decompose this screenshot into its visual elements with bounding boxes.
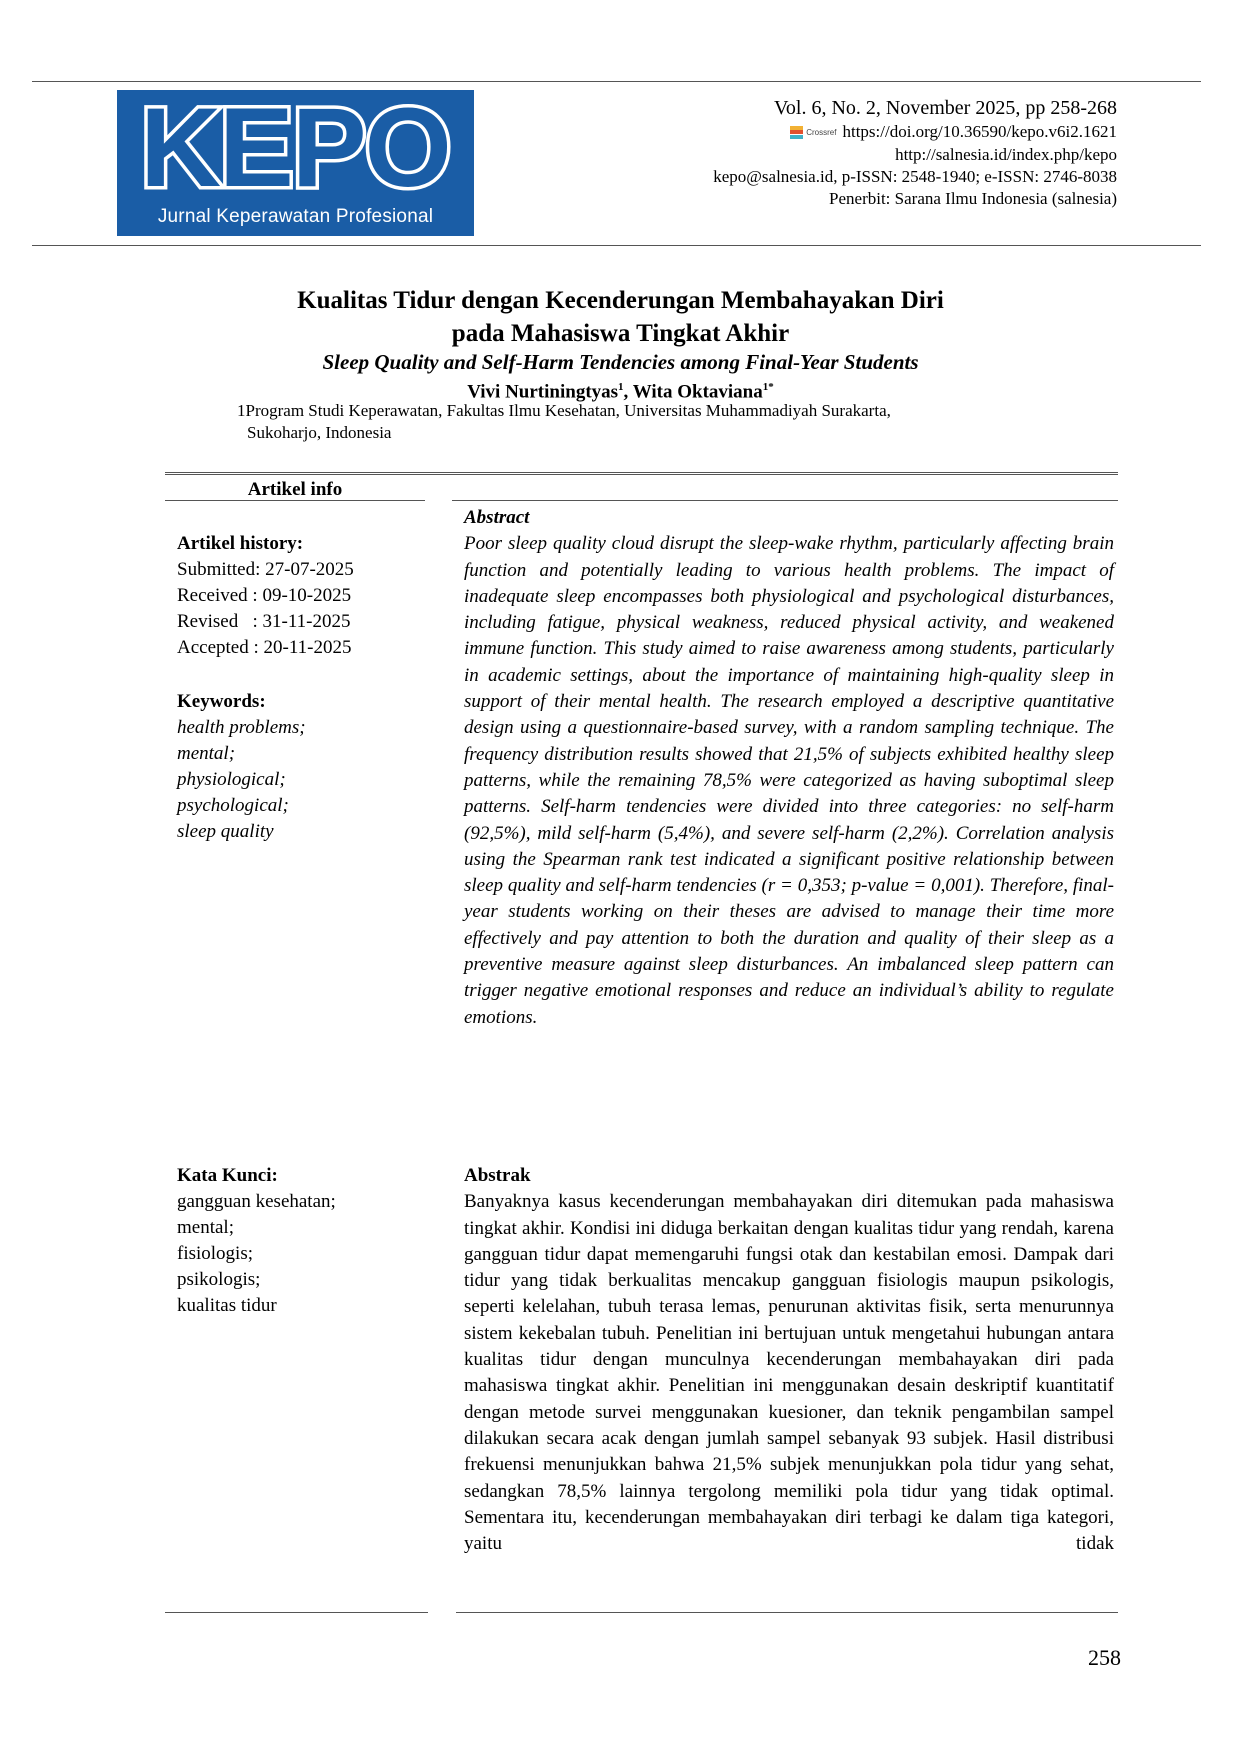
abstract-en-body: Poor sleep quality cloud disrupt the sleep-wake rhythm, particularly affecting brain function and potentially leading to various health problems. The impact of inadequate sleep encompasses both physiological and psychological disturbances, including fatigue, physical weakness, reduced physical activity, and weakened immune function. This study aimed to raise awareness among students, particularly in academic settings, about the importance of maintaining high-quality sleep in support of their mental health. The research employed a descriptive quantitative design using a questionnaire-based survey, with a random sampling technique. The frequency distribution results showed that 21,5% of subjects exhibited healthy sleep patterns, while the remaining 78,5% were categorized as having suboptimal sleep patterns. Self-harm tendencies were divided into three categories: no self-harm (92,5%), mild self-harm (5,4%), and severe self-harm (2,2%). Correlation analysis using the Spearman rank test indicated a significant positive relationship between sleep quality and self-harm tendencies (r = 0,353; p-value = 0,001). Therefore, final-year students working on their theses are advised to manage their time more effectively and pay attention to both the duration and quality of their sleep as a preventive measure against sleep disturbances. An imbalanced sleep pattern can trigger negative emotional responses and reduce an individual’s ability to regulate emotions. xyxy=(464,533,1114,1028)
author-separator: , xyxy=(623,381,633,403)
crossref-icon xyxy=(790,126,803,141)
article-title xyxy=(0,284,1241,350)
volume-line: Vol. 6, No. 2, November 2025, pp 258-268 xyxy=(774,97,1117,119)
journal-meta xyxy=(713,95,1117,210)
author-name: Wita Oktaviana xyxy=(632,381,763,403)
header-bottom-rule xyxy=(32,245,1201,246)
author-affiliation-mark: 1 xyxy=(618,381,624,393)
history-submitted: Submitted: 27-07-2025 xyxy=(177,559,354,580)
publisher-line: Penerbit: Sarana Ilmu Indonesia (salnesia) xyxy=(829,189,1117,209)
page-number: 258 xyxy=(1088,1645,1121,1670)
logo-subtitle: Jurnal Keperawatan Profesional xyxy=(157,206,434,227)
keywords-heading: Keywords: xyxy=(177,691,266,712)
journal-logo xyxy=(117,90,474,236)
kata-kunci-item: fisiologis; xyxy=(177,1243,254,1264)
keyword-item: health problems; xyxy=(177,717,306,738)
kata-kunci-item: kualitas tidur xyxy=(177,1295,277,1316)
abstract-id-heading: Abstrak xyxy=(464,1165,531,1186)
crossref-label: Crossref xyxy=(806,128,837,138)
website-link[interactable]: http://salnesia.id/index.php/kepo xyxy=(895,145,1117,165)
kata-kunci-item: mental; xyxy=(177,1217,234,1238)
doi-line xyxy=(713,121,1117,144)
article-subtitle-en: Sleep Quality and Self-Harm Tendencies among Final-Year Students xyxy=(322,350,919,374)
abstract-id xyxy=(464,1163,1114,1557)
kata-kunci-item: gangguan kesehatan; xyxy=(177,1191,336,1212)
artikel-info-heading: Artikel info xyxy=(247,479,343,500)
article-history xyxy=(177,531,354,661)
abstract-top-rule xyxy=(452,500,1118,501)
abstract-en-heading: Abstract xyxy=(464,507,530,528)
keywords-en xyxy=(177,689,306,845)
abstract-id-body: Banyaknya kasus kecenderungan membahayakan diri ditemukan pada mahasiswa tingkat akhir. Kondisi ini diduga berkaitan dengan kualitas tidur yang rendah, karena gangguan tidur dapat memengaruhi fungsi otak dan kestabilan emosi. Dampak dari tidur yang tidak berkualitas mencakup gangguan fisiologis maupun psikologis, seperti kelelahan, tubuh terasa lemas, penurunan aktivitas fisik, serta menurunnya sistem kekebalan tubuh. Penelitian ini bertujuan untuk mengetahui hubungan antara kualitas tidur dengan munculnya kecenderungan membahayakan diri pada mahasiswa tingkat akhir. Penelitian ini menggunakan desain deskriptif kuantitatif dengan metode survei menggunakan kuesioner, dan teknik pengambilan sampel dilakukan secara acak dengan jumlah sampel sebanyak 93 subjek. Hasil distribusi frekuensi menunjukkan bahwa 21,5% subjek menunjukkan pola tidur yang sehat, sedangkan 78,5% lainnya tergolong memiliki pola tidur yang tidak optimal. Sementara itu, kecenderungan membahayakan diri terbagi ke dalam tiga kategori, yaitu tidak xyxy=(464,1191,1114,1555)
svg-text:KEPO: KEPO xyxy=(140,96,450,200)
history-received: Received : 09-10-2025 xyxy=(177,585,352,606)
doi-link[interactable]: https://doi.org/10.36590/kepo.v6i2.1621 xyxy=(842,122,1117,141)
affiliation-line-1: 1Program Studi Keperawatan, Fakultas Ilmu Kesehatan, Universitas Muhammadiyah Surakarta, xyxy=(237,401,891,420)
abstract-bottom-rule xyxy=(456,1612,1118,1613)
author-name: Vivi Nurtiningtyas xyxy=(467,381,619,403)
abstract-en xyxy=(464,505,1114,1031)
info-bottom-rule xyxy=(165,1612,428,1613)
keyword-item: sleep quality xyxy=(177,821,274,842)
keyword-item: physiological; xyxy=(177,769,286,790)
history-revised: Revised : 31-11-2025 xyxy=(177,611,351,632)
affiliation xyxy=(237,400,1057,444)
kata-kunci xyxy=(177,1163,336,1319)
info-left-rule xyxy=(165,500,425,501)
kata-kunci-heading: Kata Kunci: xyxy=(177,1165,278,1186)
keyword-item: psychological; xyxy=(177,795,289,816)
logo-wordmark xyxy=(117,96,474,200)
history-heading: Artikel history: xyxy=(177,533,304,554)
history-accepted: Accepted : 20-11-2025 xyxy=(177,637,352,658)
author-affiliation-mark: 1* xyxy=(762,381,774,393)
title-line-2: pada Mahasiswa Tingkat Akhir xyxy=(451,320,790,347)
kata-kunci-item: psikologis; xyxy=(177,1269,261,1290)
keyword-item: mental; xyxy=(177,743,236,764)
title-line-1: Kualitas Tidur dengan Kecenderungan Membahayakan Diri xyxy=(297,287,944,314)
crossref-badge xyxy=(790,122,836,144)
affiliation-line-2: Sukoharjo, Indonesia xyxy=(247,423,392,442)
header-top-rule xyxy=(32,81,1201,82)
issn-line: kepo@salnesia.id, p-ISSN: 2548-1940; e-ISSN: 2746-8038 xyxy=(713,167,1117,187)
info-top-rule xyxy=(165,472,1118,475)
